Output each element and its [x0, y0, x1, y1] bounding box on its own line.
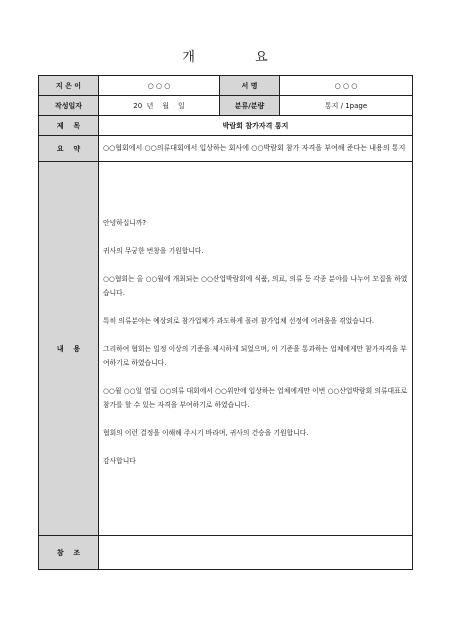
date-row	[39, 96, 413, 116]
signature-label: 서 명	[220, 76, 280, 96]
category-value: 통지 / 1page	[280, 96, 413, 116]
reference-value	[99, 536, 413, 570]
content-paragraph: ○○협회는 올 ○○월에 개최되는 ○○산업박람회에 식품, 의료, 의류 등 각종 분야를 나누어 모집을 하였습니다.	[103, 274, 408, 297]
subject-value: 박람회 참가자격 통지	[99, 116, 413, 136]
summary-value: ○○협회에서 ○○의류대회에서 입상하는 회사에 ○○박람회 참가 자격을 부여해 준다는 내용의 통지	[99, 136, 413, 162]
content-label: 내 용	[39, 162, 99, 536]
content-paragraph: 귀사의 무궁한 번창을 기원합니다.	[103, 246, 204, 255]
content-row	[39, 162, 413, 536]
author-value: ○ ○ ○	[99, 76, 220, 96]
subject-row	[39, 116, 413, 136]
date-label: 작성일자	[39, 96, 99, 116]
reference-label: 참 조	[39, 536, 99, 570]
author-row	[39, 76, 413, 96]
subject-label: 제 목	[39, 116, 99, 136]
summary-row	[39, 136, 413, 162]
author-label: 지 은 이	[39, 76, 99, 96]
content-paragraph: 감사합니다	[103, 456, 136, 465]
content-body	[99, 162, 413, 536]
content-paragraph: ○○월 ○○일 열릴 ○○의류 대회에서 ○○위안에 입상하는 업체에게만 이번 ○○산업박람회 의류대표로 참가를 할 수 있는 자격을 부여하기로 하였습니다.	[103, 386, 408, 409]
signature-value: ○ ○ ○	[280, 76, 413, 96]
content-paragraph: 특히 의류분야는 예상외로 참가업체가 과도하게 몰려 참가업체 선정에 어려움을 겪었습니다.	[103, 316, 375, 325]
content-paragraph: 협회의 이런 결정을 이해해 주시기 바라며, 귀사의 건승을 기원합니다.	[103, 428, 309, 437]
summary-label: 요 약	[39, 136, 99, 162]
document-title: 개 요	[182, 50, 296, 65]
reference-row	[39, 536, 413, 570]
content-paragraph: 그리하여 협회는 일정 이상의 기준을 제시하게 되었으며, 이 기준을 통과하는 업체에게만 참가자격을 부여하기로 하였습니다.	[103, 344, 407, 367]
category-label: 분류/분량	[220, 96, 280, 116]
content-paragraph: 안녕하십니까?	[103, 218, 147, 227]
date-value: 20 년 월 일	[99, 96, 220, 116]
summary-form	[38, 75, 413, 570]
